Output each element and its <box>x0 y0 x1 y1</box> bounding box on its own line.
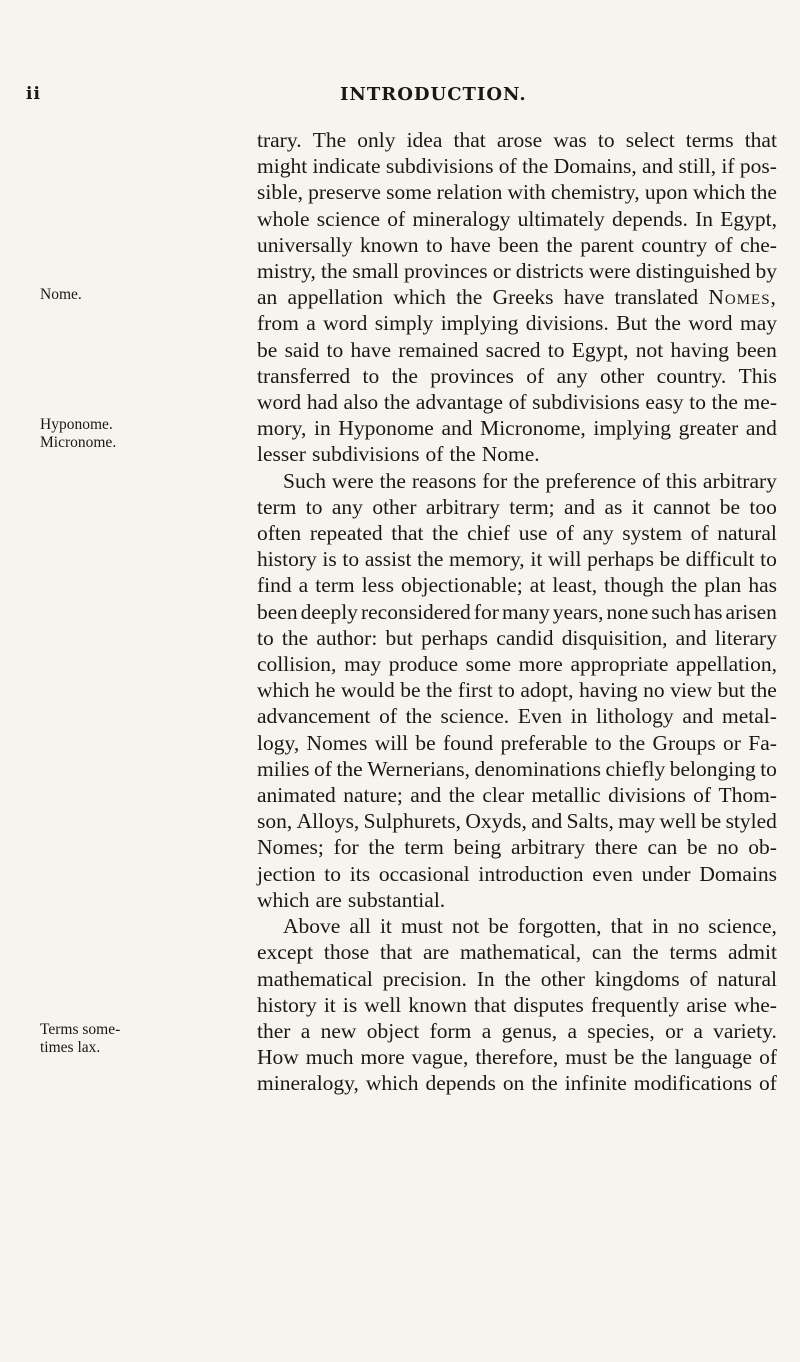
margin-note-terms-lax <box>40 1021 210 1057</box>
margin-note-terms-line2: times lax. <box>40 1039 101 1056</box>
margin-note-micronome: Micronome. <box>40 434 117 451</box>
text-line: which are substantial. <box>257 887 446 912</box>
margin-note-nome: Nome. <box>40 286 82 303</box>
running-head: INTRODUCTION. <box>340 84 527 105</box>
text-line: mistry, the small provinces or districts were distinguished by <box>257 259 777 284</box>
text-line: been deeply reconsidered for many years, none such has arisen <box>257 599 777 624</box>
text-line: advancement of the science. Even in lithology and metal- <box>257 704 777 729</box>
text-line: Above all it must not be forgotten, that in no science, <box>283 914 777 939</box>
nomes-smallcaps: Nomes, <box>708 285 777 310</box>
text-line: Nomes; for the term being arbitrary there can be no ob- <box>257 835 777 860</box>
text-line: trary. The only idea that arose was to select terms that <box>257 128 777 152</box>
text-line: might indicate subdivisions of the Domains, and still, if pos- <box>257 154 777 179</box>
text-line: mory, in Hyponome and Micronome, implying greater and <box>257 416 777 441</box>
text-line: lesser subdivisions of the Nome. <box>257 442 540 467</box>
text-line: How much more vague, therefore, must be the language of <box>257 1045 777 1070</box>
text-line: word had also the advantage of subdivisions easy to the me- <box>257 390 777 415</box>
margin-note-terms-line1: Terms some- <box>40 1021 121 1038</box>
text-line: animated nature; and the clear metallic divisions of Thom- <box>257 783 777 808</box>
text-line: mineralogy, which depends on the infinite modifications of <box>257 1071 777 1096</box>
text-line: which he would be the first to adopt, having no view but the <box>257 678 777 703</box>
text-line: sible, preserve some relation with chemistry, upon which the <box>257 180 777 205</box>
text-line: history is to assist the memory, it will perhaps be difficult to <box>257 547 777 572</box>
text-line: mathematical precision. In the other kingdoms of natural <box>257 966 777 991</box>
margin-note-hyponome-micronome <box>40 416 210 452</box>
text-line: history it is well known that disputes frequently arise whe- <box>257 992 777 1017</box>
text-line: whole science of mineralogy ultimately depends. In Egypt, <box>257 206 777 231</box>
text-line: often repeated that the chief use of any system of natural <box>257 521 777 546</box>
page-number: ii <box>26 84 41 104</box>
text-line: to the author: but perhaps candid disquisition, and literary <box>257 625 777 650</box>
body-text <box>257 127 777 1097</box>
text-line: milies of the Wernerians, denominations chiefly belonging to <box>257 756 777 781</box>
text-line: an appellation which the Greeks have translated Nomes, <box>257 285 777 310</box>
text-line: term to any other arbitrary term; and as it cannot be too <box>257 494 777 519</box>
text-line: collision, may produce some more appropriate appellation, <box>257 652 777 677</box>
margin-note-hyponome: Hyponome. <box>40 416 113 433</box>
text-line: jection to its occasional introduction even under Domains <box>257 861 777 886</box>
text-line: be said to have remained sacred to Egypt, not having been <box>257 337 777 362</box>
text-line: ther a new object form a genus, a species, or a variety. <box>257 1018 777 1043</box>
text-line: find a term less objectionable; at least, though the plan has <box>257 573 777 598</box>
text-line: universally known to have been the parent country of che- <box>257 232 777 257</box>
text-line: logy, Nomes will be found preferable to the Groups or Fa- <box>257 730 777 755</box>
text-line: Such were the reasons for the preference of this arbitrary <box>283 468 777 493</box>
text-line: son, Alloys, Sulphurets, Oxyds, and Salts, may well be styled <box>257 809 777 834</box>
text-line: except those that are mathematical, can the terms admit <box>257 940 777 965</box>
text-line: transferred to the provinces of any other country. This <box>257 363 777 388</box>
text-line: from a word simply implying divisions. But the word may <box>257 311 777 336</box>
